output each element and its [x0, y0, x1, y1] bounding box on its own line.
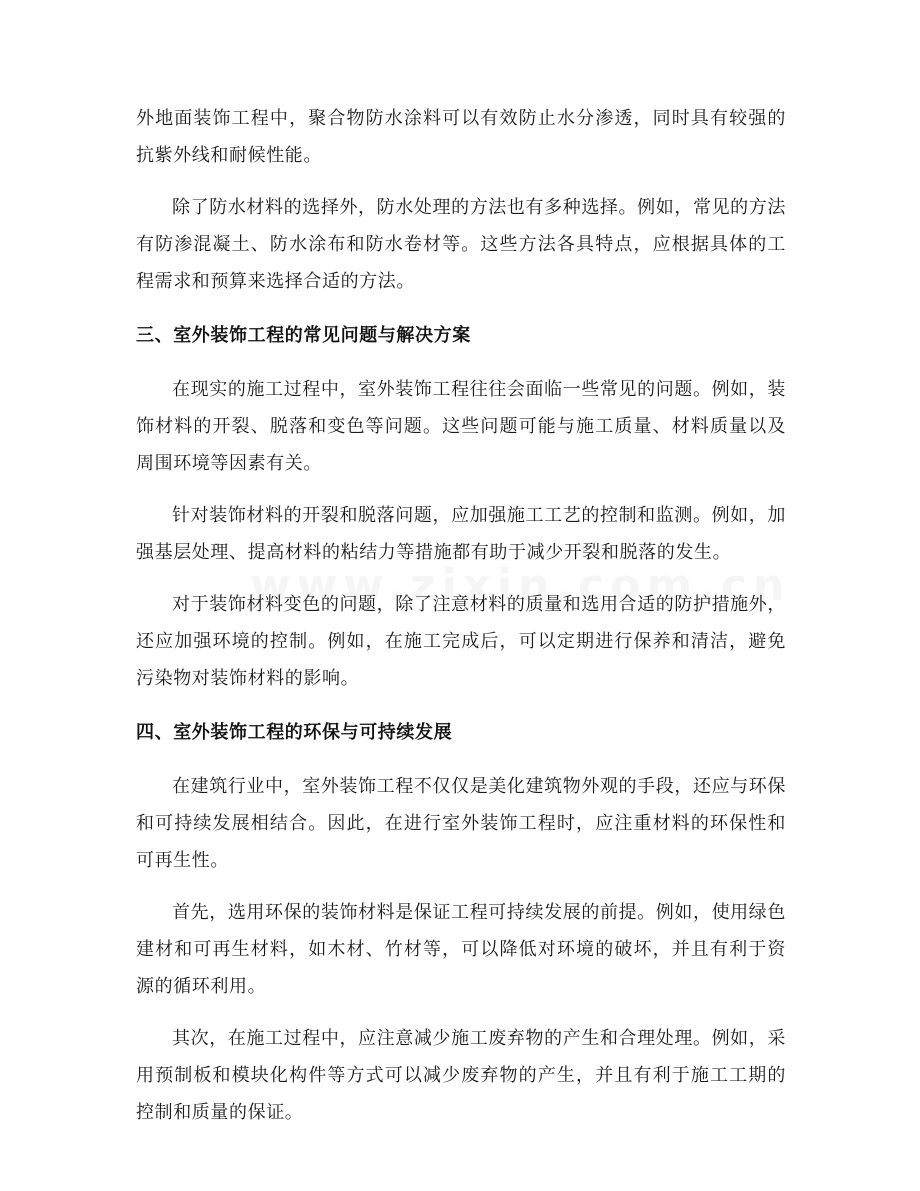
- section-heading-4: 四、室外装饰工程的环保与可持续发展: [136, 722, 453, 743]
- paragraph-sustainability-intro: 在建筑行业中，室外装饰工程不仅仅是美化建筑物外观的手段，还应与环保和可持续发展相结合。因此，在进行室外装饰工程时，应注重材料的环保性和可再生性。: [136, 776, 786, 871]
- paragraph-waterproof-methods: 除了防水材料的选择外，防水处理的方法也有多种选择。例如，常见的方法有防渗混凝土、防水涂布和防水卷材等。这些方法各具特点，应根据具体的工程需求和预算来选择合适的方法。: [136, 197, 786, 292]
- paragraph-discoloration-solution: 对于装饰材料变色的问题，除了注意材料的质量和选用合适的防护措施外，还应加强环境的控制。例如，在施工完成后，可以定期进行保养和清洁，避免污染物对装饰材料的影响。: [136, 594, 786, 689]
- paragraph-eco-materials: 首先，选用环保的装饰材料是保证工程可持续发展的前提。例如，使用绿色建材和可再生材料，如木材、竹材等，可以降低对环境的破坏，并且有利于资源的循环利用。: [136, 902, 786, 997]
- paragraph-cracking-solution: 针对装饰材料的开裂和脱落问题，应加强施工工艺的控制和监测。例如，加强基层处理、提高材料的粘结力等措施都有助于减少开裂和脱落的发生。: [136, 505, 786, 563]
- paragraph-waste-reduction: 其次，在施工过程中，应注意减少施工废弃物的产生和合理处理。例如，采用预制板和模块化构件等方式可以减少废弃物的产生，并且有利于施工工期的控制和质量的保证。: [136, 1028, 786, 1123]
- paragraph-common-problems: 在现实的施工过程中，室外装饰工程往往会面临一些常见的问题。例如，装饰材料的开裂、脱落和变色等问题。这些问题可能与施工质量、材料质量以及周围环境等因素有关。: [136, 379, 786, 474]
- paragraph-continuation: 外地面装饰工程中，聚合物防水涂料可以有效防止水分渗透，同时具有较强的抗紫外线和耐候性能。: [136, 108, 786, 166]
- document-body: [136, 100, 786, 1131]
- section-heading-3: 三、室外装饰工程的常见问题与解决方案: [136, 325, 471, 346]
